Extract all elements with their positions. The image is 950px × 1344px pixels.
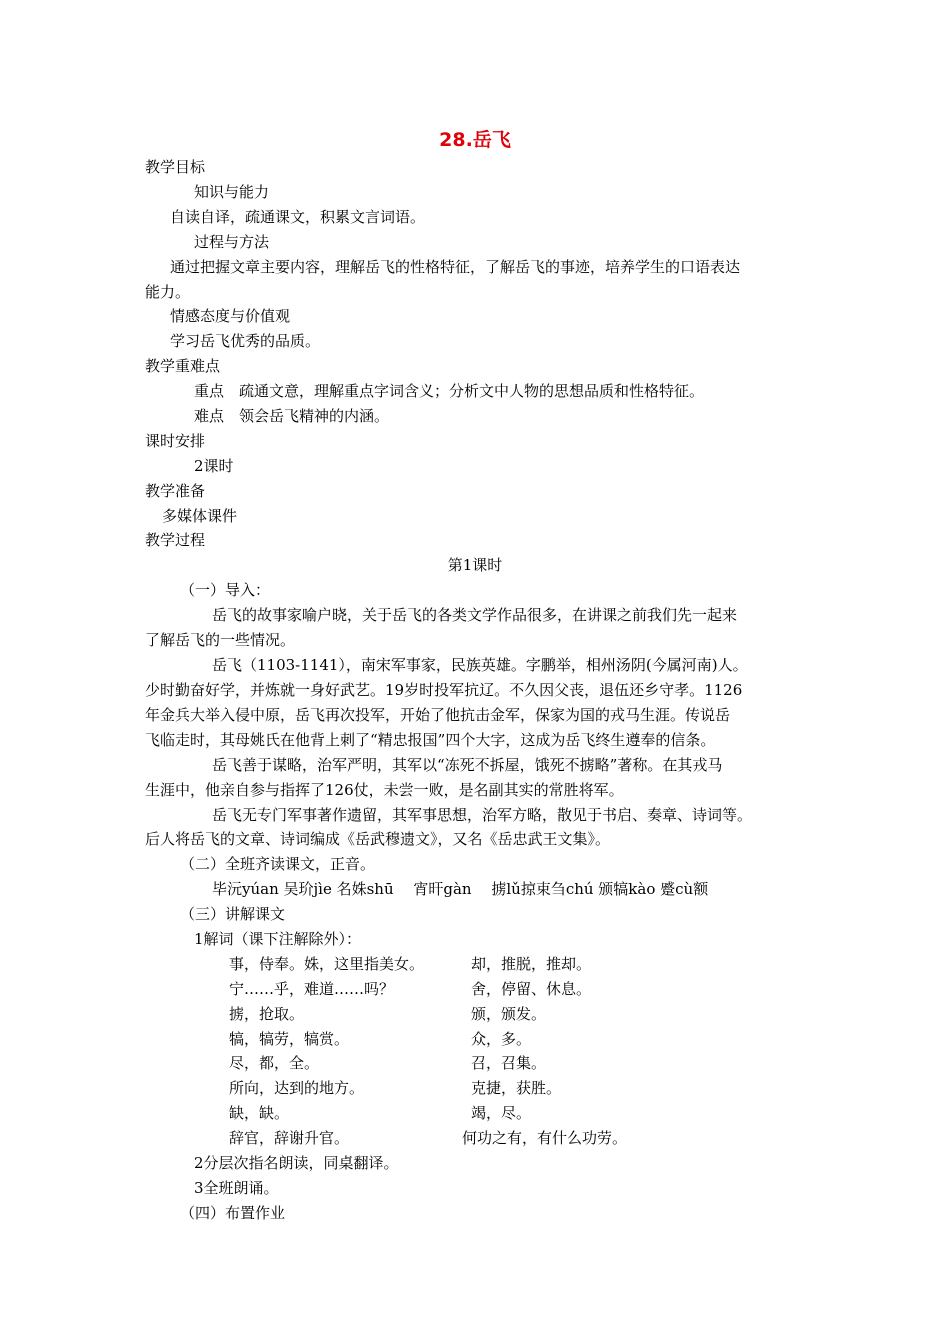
bio-paragraph: 岳飞（1103-1141），南宋军事家，民族英雄。字鹏举，相州汤阴(今属河南)人。 [212, 656, 748, 674]
works-paragraph-cont: 后人将岳飞的文章、诗词编成《岳武穆遗文》，又名《岳忠武王文集》。 [145, 830, 611, 848]
homework-heading: （四）布置作业 [180, 1204, 286, 1222]
knowledge-text: 自读自译，疏通课文，积累文言词语。 [170, 208, 426, 226]
difficult-point: 难点 领会岳飞精神的内涵。 [194, 407, 390, 425]
process-section-heading: 教学过程 [145, 531, 206, 549]
vocab-item: 尽，都，全。 [229, 1054, 320, 1072]
intro-heading: （一）导入： [180, 581, 271, 599]
pronunciation-list: 毕沅yúan 吴玠jìe 名姝shū 宵旰gàn 掳lǔ掠束刍chú 颁犒kào 蹙cù额 [212, 880, 709, 898]
vocab-item: 掳，抢取。 [229, 1005, 305, 1023]
goals-heading: 教学目标 [145, 158, 206, 176]
bio-paragraph-cont: 年金兵大举入侵中原，岳飞再次投军，开始了他抗击金军，保家为国的戎马生涯。传说岳 [145, 706, 731, 724]
schedule-value: 2课时 [194, 457, 234, 475]
knowledge-heading: 知识与能力 [194, 183, 270, 201]
lesson-title: 第1课时 [447, 556, 503, 574]
strategy-paragraph: 岳飞善于谋略，治军严明，其军以“冻死不拆屋，饿死不掳略”著称。在其戎马 [212, 756, 723, 774]
preparation-value: 多媒体课件 [162, 507, 238, 525]
process-text-cont: 能力。 [145, 283, 191, 301]
preparation-heading: 教学准备 [145, 482, 206, 500]
vocab-item: 却，推脱，推却。 [471, 955, 592, 973]
vocab-item: 事，侍奉。姝，这里指美女。 [229, 955, 425, 973]
vocab-item: 颁，颁发。 [471, 1005, 547, 1023]
vocab-item: 舍，停留、休息。 [471, 980, 592, 998]
intro-paragraph-cont: 了解岳飞的一些情况。 [145, 631, 296, 649]
vocab-item: 众，多。 [471, 1030, 532, 1048]
schedule-heading: 课时安排 [145, 432, 206, 450]
vocab-item: 何功之有，有什么功劳。 [462, 1129, 628, 1147]
key-points-heading: 教学重难点 [145, 357, 221, 375]
vocab-item: 召，召集。 [471, 1054, 547, 1072]
emotion-text: 学习岳飞优秀的品质。 [170, 332, 321, 350]
step-three: 3全班朗诵。 [194, 1179, 279, 1197]
vocab-item: 辞官，辞谢升官。 [229, 1129, 350, 1147]
step-two: 2分层次指名朗读，同桌翻译。 [194, 1154, 399, 1172]
vocab-item: 缺，缺。 [229, 1104, 290, 1122]
bio-paragraph-cont: 飞临走时，其母姚氏在他背上刺了“精忠报国”四个大字，这成为岳飞终生遵奉的信条。 [145, 731, 716, 749]
vocab-item: 所向，达到的地方。 [229, 1079, 365, 1097]
vocab-item: 克捷，获胜。 [471, 1079, 562, 1097]
works-paragraph: 岳飞无专门军事著作遗留，其军事思想，治军方略，散见于书启、奏章、诗词等。 [212, 806, 753, 824]
emotion-heading: 情感态度与价值观 [170, 307, 291, 325]
process-text: 通过把握文章主要内容，理解岳飞的性格特征，了解岳飞的事迹，培养学生的口语表达 [170, 258, 741, 276]
vocab-item: 犒，犒劳，犒赏。 [229, 1030, 350, 1048]
intro-paragraph: 岳飞的故事家喻户晓，关于岳飞的各类文学作品很多，在讲课之前我们先一起来 [212, 606, 738, 624]
vocab-heading: 1解词（课下注解除外）： [194, 930, 362, 948]
read-heading: （二）全班齐读课文，正音。 [180, 855, 376, 873]
page-title: 28.岳飞 [439, 129, 511, 151]
key-point: 重点 疏通文意，理解重点字词含义；分析文中人物的思想品质和性格特征。 [194, 382, 705, 400]
strategy-paragraph-cont: 生涯中，他亲自参与指挥了126仗，未尝一败，是名副其实的常胜将军。 [145, 781, 624, 799]
bio-paragraph-cont: 少时勤奋好学，并炼就一身好武艺。19岁时投军抗辽。不久因父丧，退伍还乡守孝。1126 [145, 681, 743, 699]
process-heading: 过程与方法 [194, 233, 270, 251]
vocab-item: 宁……乎，难道……吗？ [229, 980, 395, 998]
explain-heading: （三）讲解课文 [180, 905, 286, 923]
vocab-item: 竭，尽。 [471, 1104, 532, 1122]
